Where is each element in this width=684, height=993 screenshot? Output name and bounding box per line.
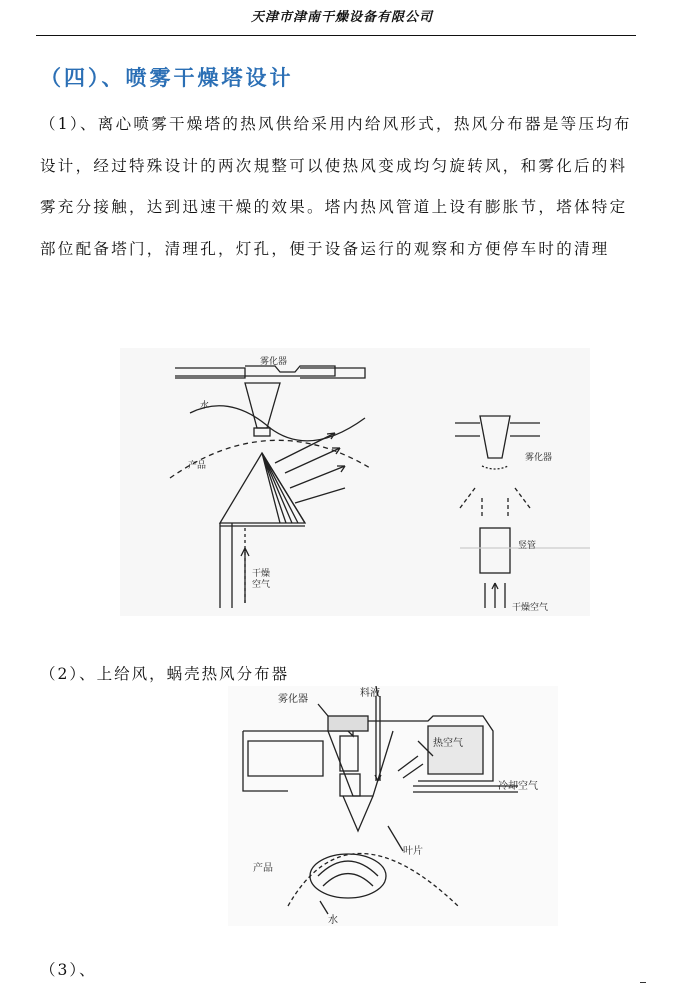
label-atomizer: 雾化器 — [278, 694, 308, 705]
subheading-3: （3）、 — [40, 961, 97, 979]
company-header: 天津市津南干燥设备有限公司 — [250, 10, 433, 25]
label-feed: 料液 — [360, 688, 380, 699]
label-hot-air: 热空气 — [433, 738, 463, 749]
label-product: 产品 — [253, 863, 273, 874]
label-dry-air-left: 干燥空气 — [252, 569, 271, 590]
figure-1-diagram — [120, 348, 590, 616]
label-dry-air-right: 干燥空气 — [512, 603, 549, 613]
label-cooling-air: 冷却空气 — [498, 781, 538, 792]
label-atomizer-right: 雾化器 — [525, 453, 553, 463]
label-product-left: 产品 — [188, 461, 207, 471]
label-blade: 叶片 — [403, 846, 423, 857]
label-riser: 竖管 — [518, 541, 537, 551]
section-title: （四）、喷雾干燥塔设计 — [40, 66, 294, 90]
figure-2-diagram — [228, 686, 558, 926]
header-divider — [36, 35, 636, 36]
page-mark — [640, 982, 646, 983]
paragraph-1: （1）、离心喷雾干燥塔的热风供给采用内给风形式，热风分布器是等压均布设计，经过特殊设计的两次規整可以使热风变成均匀旋转风，和雾化后的料雾充分接触，达到迅速干燥的效果。塔内热风管道上设有膨胀节，塔体特定部位配备塔门，清理孔，灯孔，便于设备运行的观察和方便停车时的清理 — [40, 115, 632, 258]
subheading-2: （2）、上给风，蜗壳热风分布器 — [40, 665, 290, 683]
label-water-left: 水 — [200, 401, 210, 411]
label-atomizer-left: 雾化器 — [260, 357, 288, 367]
label-water: 水 — [328, 915, 338, 926]
